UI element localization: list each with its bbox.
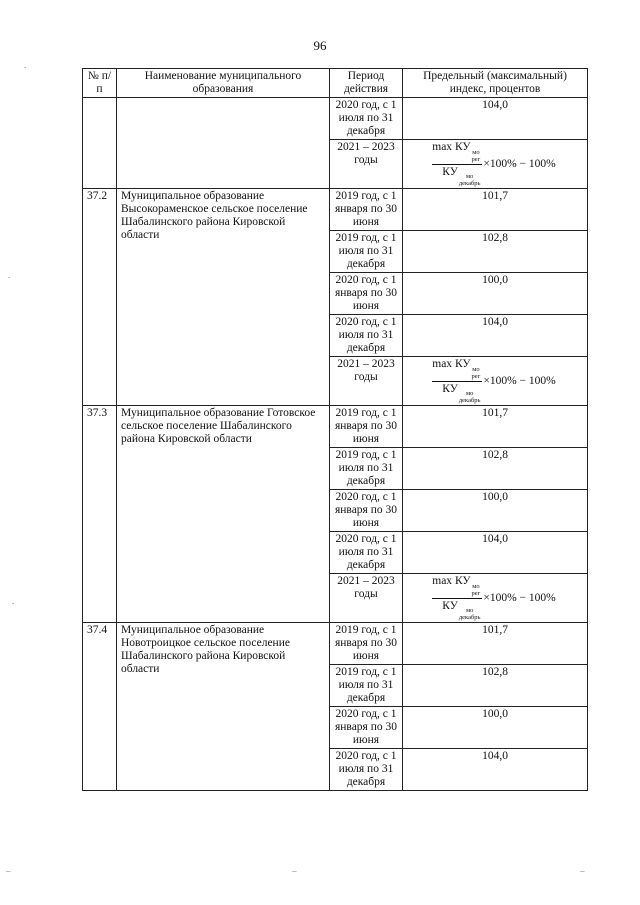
- index-formula: [432, 141, 555, 187]
- scan-speck: .: [12, 596, 15, 606]
- formula-indices: [459, 173, 481, 187]
- table-row: [83, 98, 588, 140]
- table-body: [83, 98, 588, 791]
- period-cell: [330, 315, 403, 357]
- formula-indices: [472, 583, 481, 597]
- index-cell: [403, 315, 588, 357]
- index-value: 101,7: [482, 190, 508, 202]
- period-text: 2019 год, с 1 июля по 31 декабря: [335, 666, 397, 704]
- period-text: 2019 год, с 1 января по 30 июня: [334, 190, 398, 228]
- index-cell: [403, 749, 588, 791]
- period-cell: [330, 140, 403, 189]
- row-number-cell: [83, 189, 117, 406]
- formula-indices: [472, 366, 481, 380]
- row-number-cell: [83, 623, 117, 791]
- formula-tail: ×100% − 100%: [483, 157, 556, 170]
- index-cell: [403, 357, 588, 406]
- formula-numerator: [432, 141, 482, 165]
- period-text: 2019 год, с 1 января по 30 июня: [334, 624, 398, 662]
- formula-fraction: [432, 141, 482, 187]
- row-number-cell: [83, 98, 117, 189]
- table-header-row: [83, 69, 588, 98]
- period-text: 2020 год, с 1 января по 30 июня: [334, 708, 398, 746]
- index-value: 104,0: [482, 533, 508, 545]
- period-cell: [330, 623, 403, 665]
- period-cell: [330, 490, 403, 532]
- index-cell: [403, 231, 588, 273]
- formula-sub-dec: декабрь: [458, 614, 481, 621]
- period-text: 2020 год, с 1 июля по 31 декабря: [335, 316, 397, 354]
- formula-tail: ×100% − 100%: [483, 374, 556, 387]
- formula-numerator: [432, 358, 482, 382]
- index-cell: [403, 273, 588, 315]
- header-index: [403, 69, 588, 98]
- period-cell: [330, 448, 403, 490]
- period-cell: [330, 189, 403, 231]
- formula-sub-reg: рег: [471, 156, 481, 163]
- period-text: 2021 – 2023 годы: [337, 358, 395, 383]
- header-index-label: Предельный (максимальный) индекс, процентов: [423, 70, 567, 95]
- period-text: 2020 год, с 1 января по 30 июня: [334, 274, 398, 312]
- period-cell: [330, 273, 403, 315]
- formula-sup-mo: мо: [472, 583, 480, 590]
- period-text: 2021 – 2023 годы: [337, 141, 395, 166]
- formula-fraction: [432, 358, 482, 404]
- row-number: 37.4: [87, 624, 108, 636]
- page-number: 96: [313, 38, 327, 53]
- formula-indices: [472, 149, 481, 163]
- formula-sup-mo: мо: [472, 366, 480, 373]
- formula-sub-reg: рег: [471, 590, 481, 597]
- period-cell: [330, 574, 403, 623]
- period-text: 2020 год, с 1 января по 30 июня: [334, 491, 398, 529]
- formula-denominator: [432, 165, 480, 187]
- formula-sub-dec: декабрь: [458, 397, 481, 404]
- index-value: 102,8: [482, 666, 508, 678]
- period-cell: [330, 749, 403, 791]
- formula-tail: ×100% − 100%: [483, 591, 556, 604]
- row-number: 37.2: [87, 190, 108, 202]
- period-text: 2019 год, с 1 июля по 31 декабря: [335, 449, 397, 487]
- header-num-label: № п/п: [87, 70, 112, 95]
- row-number-cell: [83, 406, 117, 623]
- index-value: 100,0: [482, 708, 508, 720]
- index-value: 102,8: [482, 449, 508, 461]
- index-value: 101,7: [482, 624, 508, 636]
- formula-ku: КУ: [442, 383, 458, 395]
- index-cell: [403, 98, 588, 140]
- index-formula: [432, 575, 555, 621]
- header-period: [330, 69, 403, 98]
- formula-denominator: [432, 382, 480, 404]
- municipality-cell: [117, 406, 330, 623]
- municipality-cell: [117, 189, 330, 406]
- formula-sup-mo: мо: [472, 149, 480, 156]
- index-value: 100,0: [482, 274, 508, 286]
- period-text: 2020 год, с 1 июля по 31 декабря: [335, 750, 397, 788]
- index-cell: [403, 490, 588, 532]
- formula-numerator: [432, 575, 482, 599]
- index-value: 102,8: [482, 232, 508, 244]
- row-number: 37.3: [87, 407, 108, 419]
- period-cell: [330, 98, 403, 140]
- index-value: 104,0: [482, 316, 508, 328]
- header-period-label: Период действия: [343, 70, 389, 95]
- table-row: [83, 189, 588, 231]
- index-formula: [432, 358, 555, 404]
- index-cell: [403, 406, 588, 448]
- index-value: 104,0: [482, 750, 508, 762]
- scan-speck: ‒: [292, 866, 297, 876]
- formula-ku: КУ: [454, 575, 471, 587]
- index-cell: [403, 140, 588, 189]
- table-row: [83, 623, 588, 665]
- period-cell: [330, 532, 403, 574]
- period-text: 2020 год, с 1 июля по 31 декабря: [335, 99, 397, 137]
- index-cell: [403, 574, 588, 623]
- period-cell: [330, 357, 403, 406]
- municipality-name: Муниципальное образование Высокораменское сельское поселение Шабалинского района Кировской области: [121, 190, 308, 241]
- municipality-name: Муниципальное образование Новотроицкое сельское поселение Шабалинского района Кировской области: [121, 624, 290, 675]
- header-name: [117, 69, 330, 98]
- formula-sup-mo: мо: [465, 390, 474, 397]
- index-value: 100,0: [482, 491, 508, 503]
- index-value: 101,7: [482, 407, 508, 419]
- table-row: [83, 406, 588, 448]
- period-text: 2020 год, с 1 июля по 31 декабря: [335, 533, 397, 571]
- formula-denominator: [432, 599, 480, 621]
- period-cell: [330, 707, 403, 749]
- formula-fraction: [432, 575, 482, 621]
- period-text: 2021 – 2023 годы: [337, 575, 395, 600]
- index-cell: [403, 707, 588, 749]
- scan-speck: ‒: [6, 866, 11, 876]
- municipality-cell: [117, 623, 330, 791]
- period-cell: [330, 231, 403, 273]
- formula-indices: [459, 607, 481, 621]
- period-text: 2019 год, с 1 января по 30 июня: [334, 407, 398, 445]
- index-value: 104,0: [482, 99, 508, 111]
- formula-ku: КУ: [454, 141, 471, 153]
- formula-ku: КУ: [442, 166, 458, 178]
- header-name-label: Наименование муниципального образования: [144, 70, 302, 95]
- formula-sub-reg: рег: [471, 373, 481, 380]
- scan-speck: ‒: [580, 866, 585, 876]
- formula-ku: КУ: [454, 358, 471, 370]
- formula-indices: [459, 390, 481, 404]
- formula-sup-mo: мо: [465, 607, 474, 614]
- index-cell: [403, 665, 588, 707]
- index-cell: [403, 189, 588, 231]
- period-cell: [330, 665, 403, 707]
- formula-max: max: [432, 358, 453, 370]
- index-cell: [403, 532, 588, 574]
- index-cell: [403, 448, 588, 490]
- municipality-name: Муниципальное образование Готовское сельское поселение Шабалинского района Кировской области: [121, 407, 316, 445]
- formula-ku: КУ: [442, 600, 458, 612]
- tariff-index-table: [82, 68, 588, 791]
- formula-max: max: [432, 141, 453, 153]
- scan-speck: .: [8, 270, 11, 280]
- index-cell: [403, 623, 588, 665]
- scan-speck: .: [24, 60, 27, 70]
- header-num: [83, 69, 117, 98]
- municipality-cell: [117, 98, 330, 189]
- period-text: 2019 год, с 1 июля по 31 декабря: [335, 232, 397, 270]
- formula-sub-dec: декабрь: [458, 180, 481, 187]
- formula-max: max: [432, 575, 453, 587]
- period-cell: [330, 406, 403, 448]
- formula-sup-mo: мо: [465, 173, 474, 180]
